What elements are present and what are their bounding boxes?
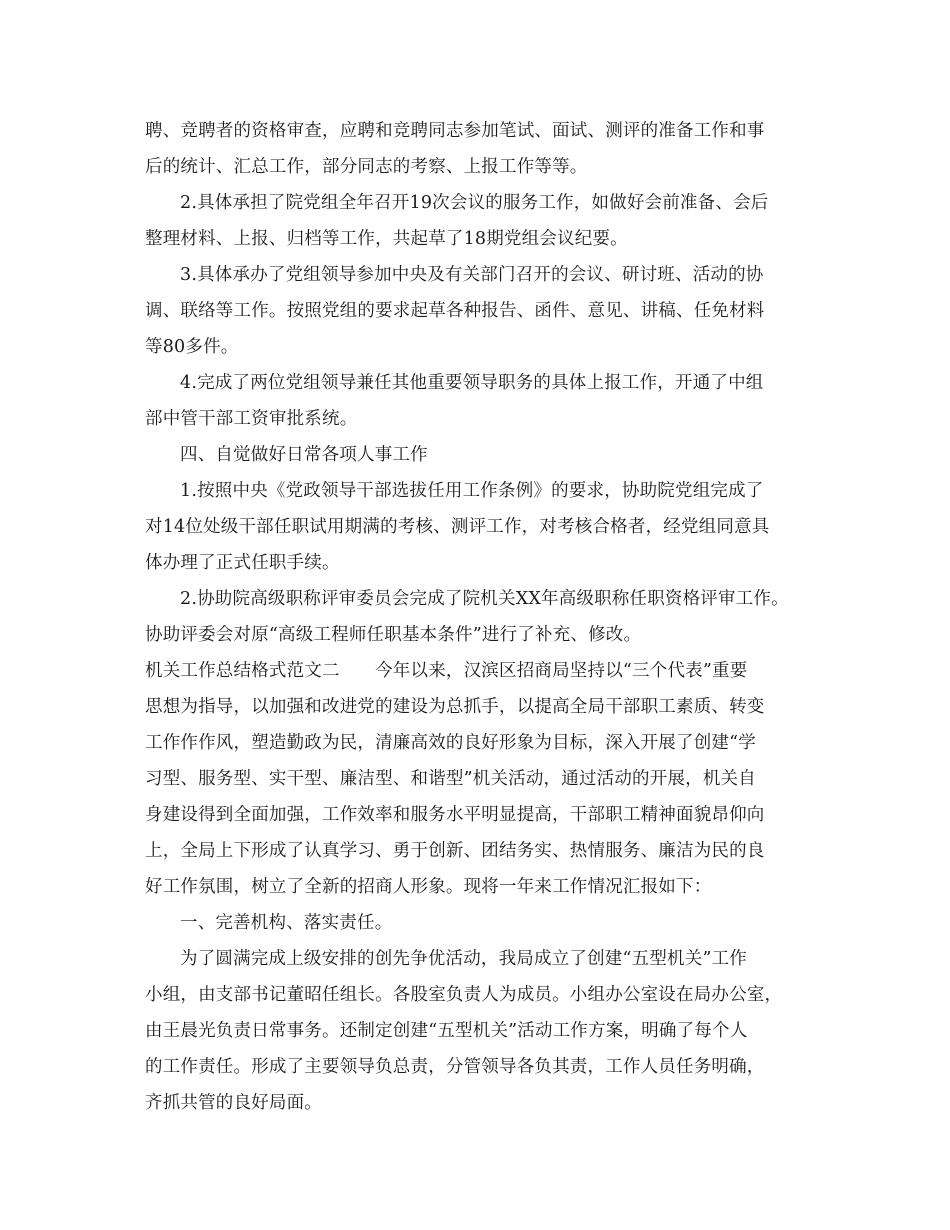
text-line: 聘、竞聘者的资格审查，应聘和竞聘同志参加笔试、面试、测评的准备工作和事 [145,121,765,141]
text-line: 为了圆满完成上级安排的创先争优活动，我局成立了创建“五型机关”工作 [180,949,747,969]
text-line: 的工作责任。形成了主要领导负总责，分管领导各负其责，工作人员任务明确， [145,1057,765,1077]
text-line: 齐抓共管的良好局面。 [145,1093,322,1113]
section-title-line: 机关工作总结格式范文二 今年以来，汉滨区招商局坚持以“三个代表”重要 [145,661,748,681]
text-line: 调、联络等工作。按照党组的要求起草各种报告、函件、意见、讲稿、任免材料 [145,301,765,321]
text-line: 2.具体承担了院党组全年召开19次会议的服务工作，如做好会前准备、会后 [180,193,769,213]
text-line: 好工作氛围，树立了全新的招商人形象。现将一年来工作情况汇报如下： [145,877,712,897]
text-line: 1.按照中央《党政领导干部选拔任用工作条例》的要求，协助院党组完成了 [180,481,764,501]
text-line: 整理材料、上报、归档等工作，共起草了18期党组会议纪要。 [145,229,628,249]
text-line: 小组，由支部书记董昭任组长。各股室负责人为成员。小组办公室设在局办公室， [145,985,783,1005]
section-heading: 四、自觉做好日常各项人事工作 [180,445,428,465]
text-line: 后的统计、汇总工作，部分同志的考察、上报工作等等。 [145,157,588,177]
text-line: 部中管干部工资审批系统。 [145,409,358,429]
text-line: 等80多件。 [145,337,239,357]
text-line: 体办理了正式任职手续。 [145,553,340,573]
text-line: 思想为指导，以加强和改进党的建设为总抓手，以提高全局干部职工素质、转变 [145,697,765,717]
text-line: 协助评委会对原“高级工程师任职基本条件”进行了补充、修改。 [145,625,642,645]
section-heading: 一、完善机构、落实责任。 [180,913,393,933]
text-line: 由王晨光负责日常事务。还制定创建“五型机关”活动工作方案，明确了每个人 [145,1021,748,1041]
text-line: 身建设得到全面加强，工作效率和服务水平明显提高，干部职工精神面貌昂仰向 [145,805,765,825]
text-line: 3.具体承办了党组领导参加中央及有关部门召开的会议、研讨班、活动的协 [180,265,764,285]
text-line: 上，全局上下形成了认真学习、勇于创新、团结务实、热情服务、廉洁为民的良 [145,841,765,861]
text-line: 4.完成了两位党组领导兼任其他重要领导职务的具体上报工作，开通了中组 [180,373,764,393]
text-line: 对14位处级干部任职试用期满的考核、测评工作，对考核合格者，经党组同意具 [145,517,770,537]
text-line: 工作作作风，塑造勤政为民，清廉高效的良好形象为目标，深入开展了创建“学 [145,733,756,753]
text-line: 2.协助院高级职称评审委员会完成了院机关XX年高级职称任职资格评审工作。 [180,589,789,609]
text-line: 习型、服务型、实干型、廉洁型、和谐型”机关活动，通过活动的开展，机关自 [145,769,756,789]
